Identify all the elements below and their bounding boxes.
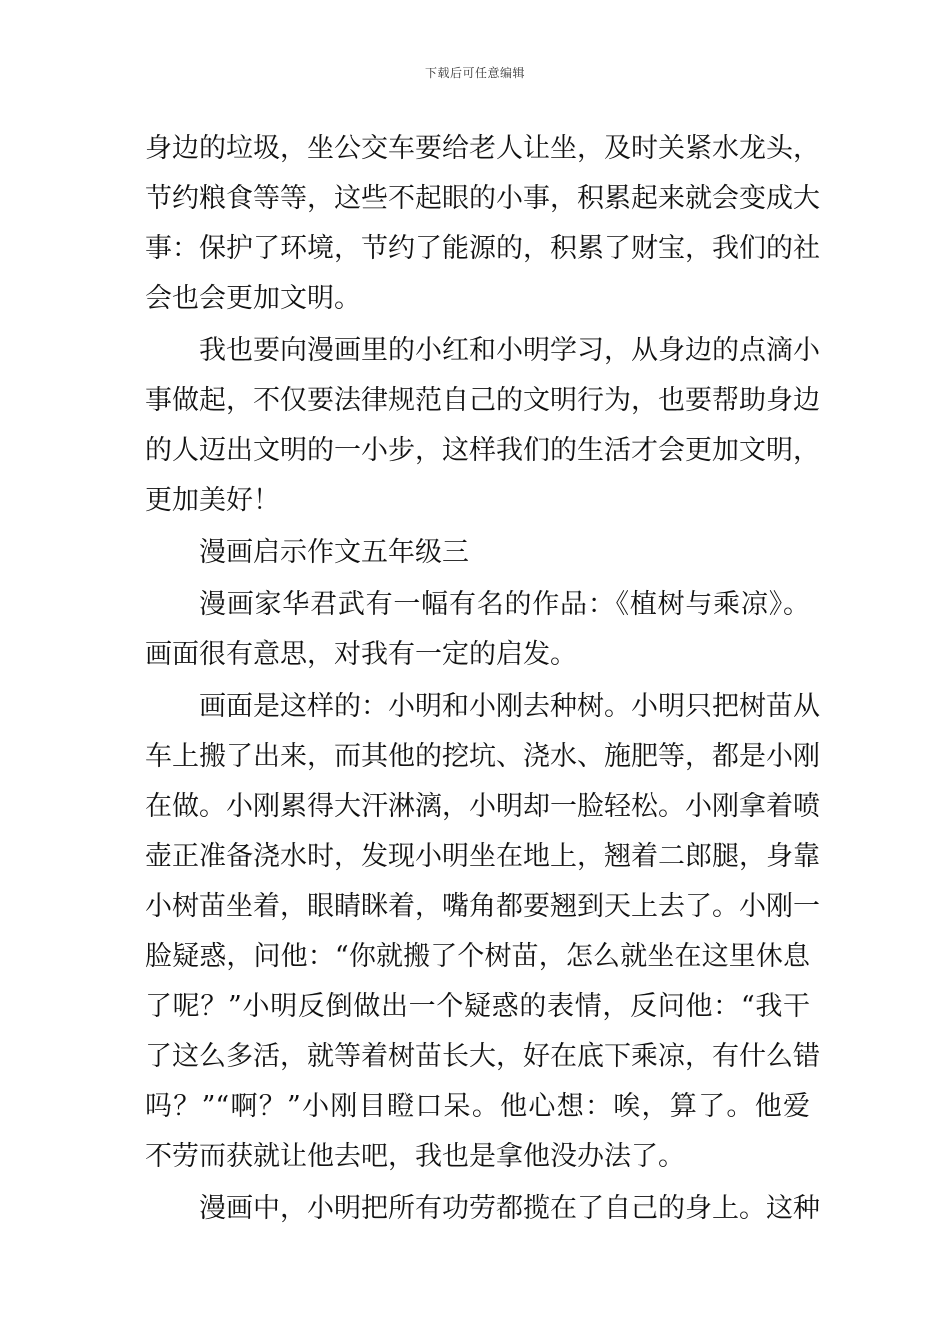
text-line: 会也会更加文明。 — [145, 283, 361, 314]
text-line: 身边的垃圾，坐公交车要给老人让坐，及时关紧水龙头， — [145, 133, 820, 164]
text-line: 的人迈出文明的一小步，这样我们的生活才会更加文明， — [145, 435, 820, 466]
text-line: 漫画启示作文五年级三 — [199, 537, 469, 568]
text-line: 更加美好！ — [145, 485, 280, 516]
text-line: 事做起，不仅要法律规范自己的文明行为，也要帮助身边 — [145, 385, 820, 416]
text-line: 画面很有意思，对我有一定的启发。 — [145, 639, 577, 670]
text-line: 画面是这样的：小明和小刚去种树。小明只把树苗从 — [199, 691, 820, 722]
text-line: 了这么多活，就等着树苗长大，好在底下乘凉，有什么错 — [145, 1041, 820, 1072]
paragraph — [145, 1184, 820, 1234]
text-line: 车上搬了出来，而其他的挖坑、浇水、施肥等，都是小刚 — [145, 741, 820, 772]
paragraph — [145, 326, 820, 526]
text-line: 了呢？”小明反倒做出一个疑惑的表情，反问他：“我干 — [145, 991, 810, 1022]
text-line: 在做。小刚累得大汗淋漓，小明却一脸轻松。小刚拿着喷 — [145, 791, 820, 822]
text-line: 漫画家华君武有一幅有名的作品：《植树与乘凉》。 — [199, 589, 810, 620]
paragraph-gap — [145, 1234, 810, 1236]
text-line: 吗？”“啊？”小刚目瞪口呆。他心想：唉，算了。他爱 — [145, 1091, 810, 1122]
text-line: 不劳而获就让他去吧，我也是拿他没办法了。 — [145, 1141, 685, 1172]
text-line: 节约粮食等等，这些不起眼的小事，积累起来就会变成大 — [145, 183, 820, 214]
paragraph — [145, 682, 820, 1182]
text-line: 脸疑惑，问他：“你就搬了个树苗，怎么就坐在这里休息 — [145, 941, 810, 972]
text-line: 事：保护了环境，节约了能源的，积累了财宝，我们的社 — [145, 233, 820, 264]
text-line: 漫画中，小明把所有功劳都揽在了自己的身上。这种 — [199, 1193, 820, 1224]
text-line: 小树苗坐着，眼睛眯着，嘴角都要翘到天上去了。小刚一 — [145, 891, 820, 922]
paragraph — [145, 124, 820, 324]
paragraph — [145, 528, 810, 578]
text-line: 我也要向漫画里的小红和小明学习，从身边的点滴小 — [199, 335, 820, 366]
text-line: 壶正准备浇水时，发现小明坐在地上，翘着二郎腿，身靠 — [145, 841, 820, 872]
document-body — [145, 124, 820, 1236]
page-header: 下载后可任意编辑 — [424, 66, 525, 80]
paragraph — [145, 580, 810, 680]
